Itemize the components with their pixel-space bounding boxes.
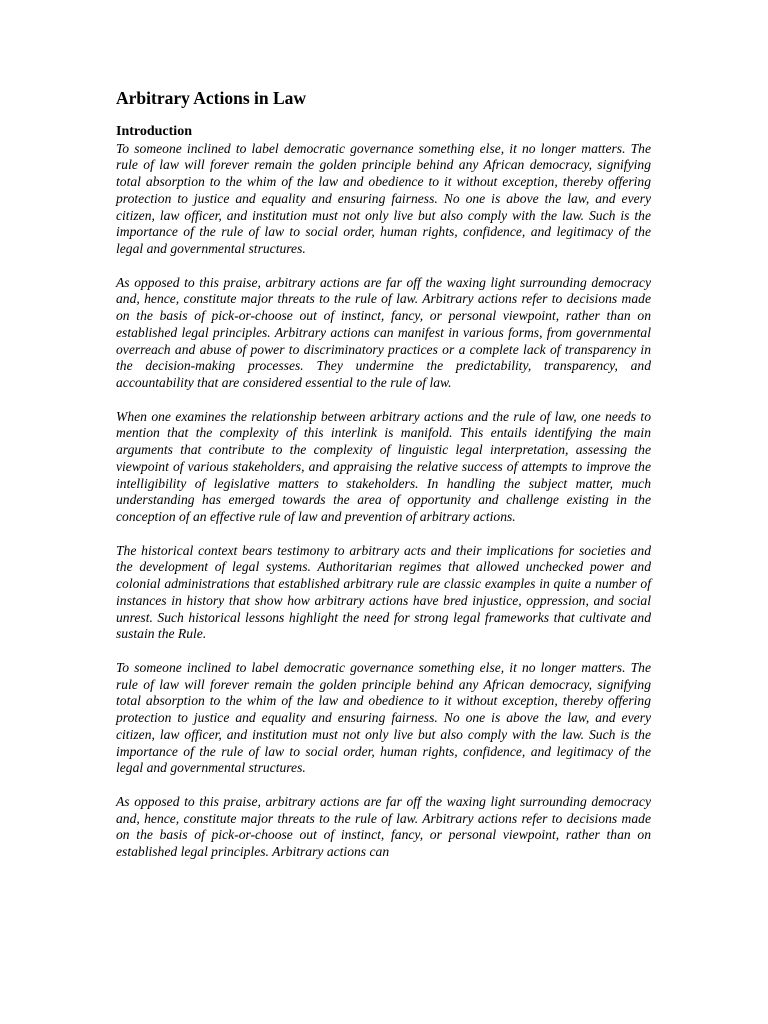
paragraph-1: To someone inclined to label democratic governance something else, it no longer matters. The rule of law will forever remain the golden principle behind any African democracy, signifying total absorption to the whim of the law and obedience to it without exception, thereby offering protection to justice and equality and ensuring fairness. No one is above the law, and every citizen, law officer, and institution must not only live but also comply with the law. Such is the importance of the rule of law to social order, human rights, confidence, and legitimacy of the legal and governmental structures.: [116, 140, 651, 257]
section-heading-introduction: Introduction: [116, 124, 192, 139]
paragraph-2: As opposed to this praise, arbitrary actions are far off the waxing light surrounding democracy and, hence, constitute major threats to the rule of law. Arbitrary actions refer to decisions made on the basis of pick-or-choose out of instinct, fancy, or personal viewpoint, rather than on established legal principles. Arbitrary actions can manifest in various forms, from governmental overreach and abuse of power to discriminatory practices or a complete lack of transparency in the decision-making processes. They undermine the predictability, transparency, and accountability that are considered essential to the rule of law.: [116, 274, 651, 391]
paragraph-3: When one examines the relationship between arbitrary actions and the rule of law, one needs to mention that the complexity of this interlink is manifold. This entails identifying the main arguments that contribute to the complexity of linguistic legal interpretation, assessing the viewpoint of various stakeholders, and appraising the relative success of attempts to improve the intelligibility of legislative matters to stakeholders. In handling the subject matter, much understanding has emerged towards the area of opportunity and challenge existing in the conception of an effective rule of law and prevention of arbitrary actions.: [116, 408, 651, 525]
document-page: [116, 88, 651, 878]
paragraph-5: To someone inclined to label democratic governance something else, it no longer matters. The rule of law will forever remain the golden principle behind any African democracy, signifying total absorption to the whim of the law and obedience to it without exception, thereby offering protection to justice and equality and ensuring fairness. No one is above the law, and every citizen, law officer, and institution must not only live but also comply with the law. Such is the importance of the rule of law to social order, human rights, confidence, and legitimacy of the legal and governmental structures.: [116, 659, 651, 776]
document-title: Arbitrary Actions in Law: [116, 88, 307, 108]
paragraph-6: As opposed to this praise, arbitrary actions are far off the waxing light surrounding democracy and, hence, constitute major threats to the rule of law. Arbitrary actions refer to decisions made on the basis of pick-or-choose out of instinct, fancy, or personal viewpoint, rather than on established legal principles. Arbitrary actions can: [116, 793, 651, 860]
paragraph-4: The historical context bears testimony to arbitrary acts and their implications for societies and the development of legal systems. Authoritarian regimes that allowed unchecked power and colonial administrations that established arbitrary rule are classic examples in quite a number of instances in history that show how arbitrary actions have bred injustice, oppression, and social unrest. Such historical lessons highlight the need for strong legal frameworks that cultivate and sustain the Rule.: [116, 542, 651, 642]
